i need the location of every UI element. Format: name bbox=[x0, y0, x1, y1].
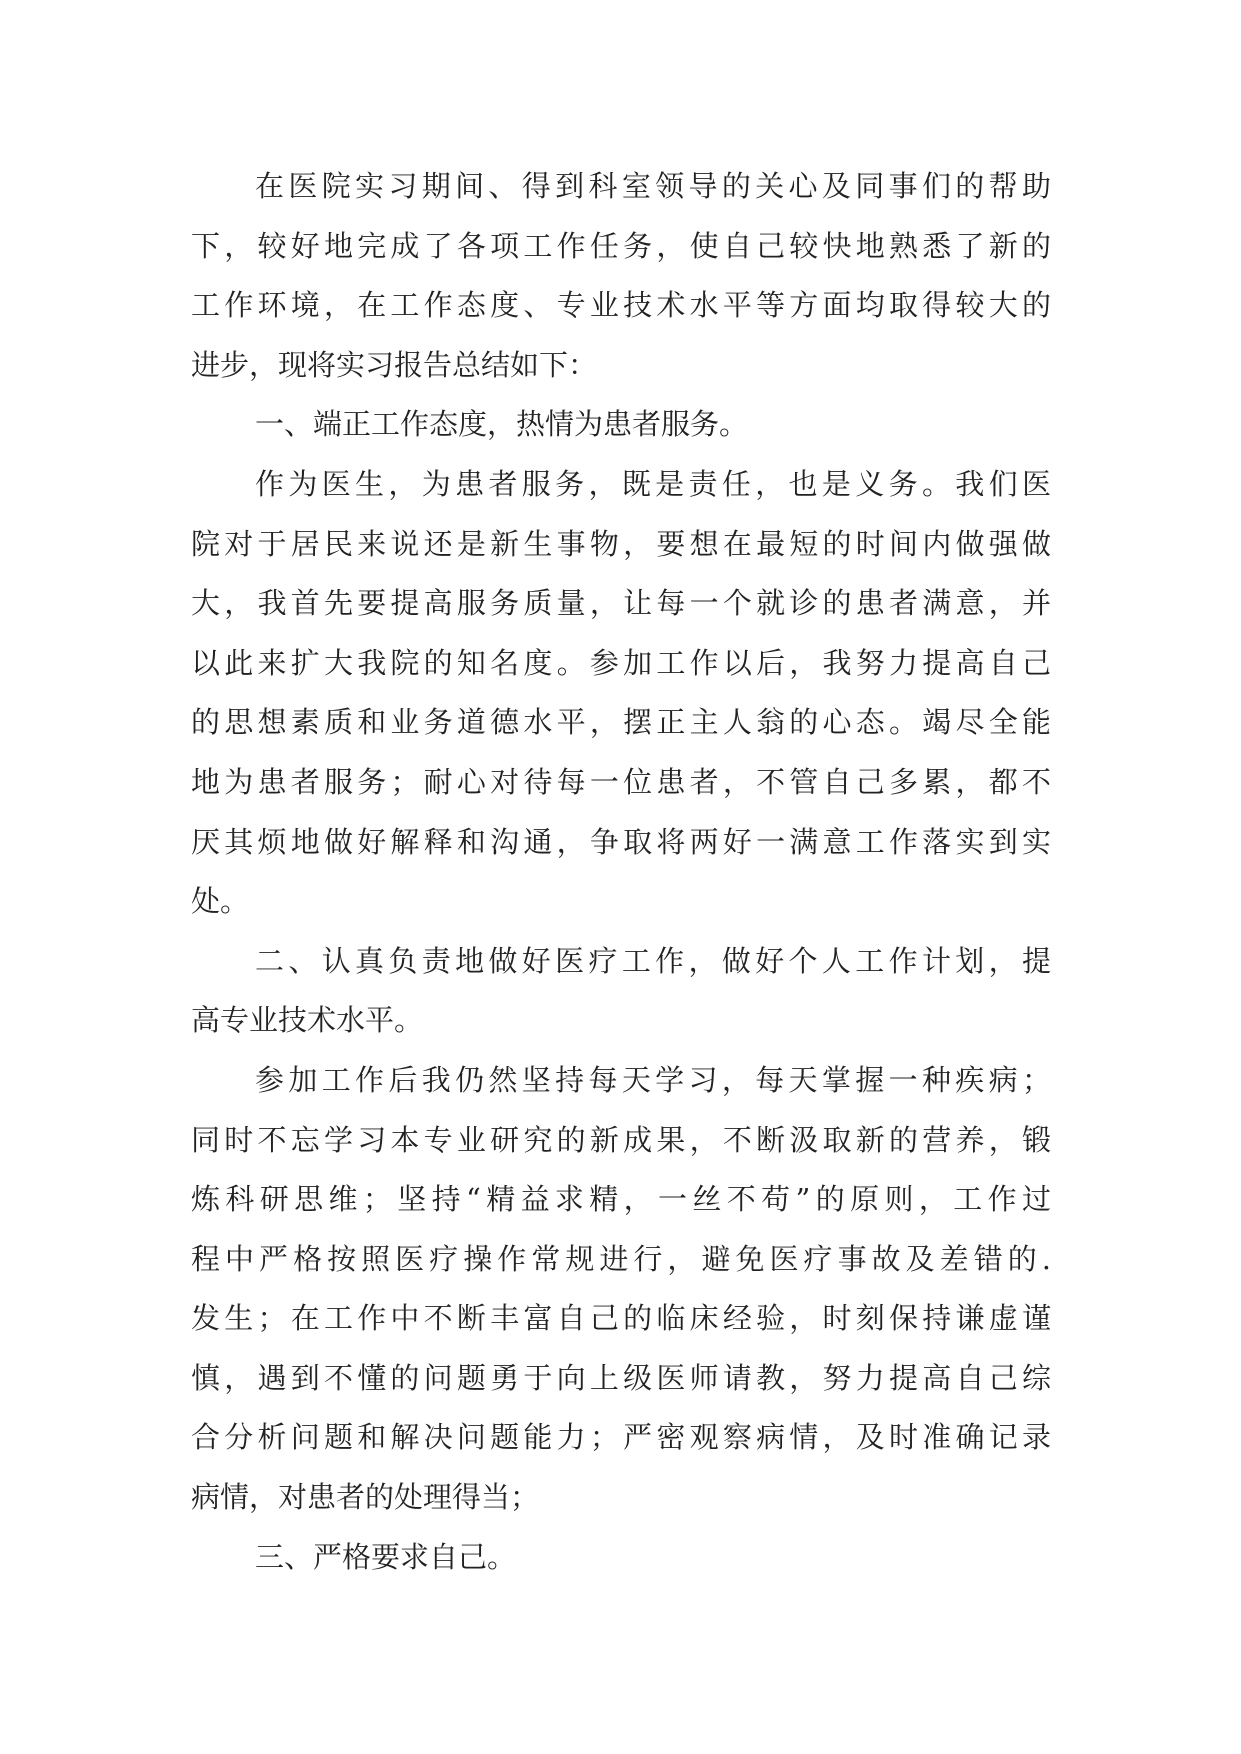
text-line: 大，我首先要提高服务质量，让每一个就诊的患者满意，并 bbox=[191, 586, 1051, 621]
section-heading: 二、认真负责地做好医疗工作，做好个人工作计划，提 bbox=[255, 943, 1051, 978]
section-heading: 三、严格要求自己。 bbox=[255, 1539, 517, 1574]
text-line: 进步，现将实习报告总结如下： bbox=[191, 347, 598, 382]
section-heading: 一、端正工作态度，热情为患者服务。 bbox=[255, 407, 749, 442]
text-line: 地为患者服务；耐心对待每一位患者，不管自己多累，都不 bbox=[191, 764, 1051, 799]
text-line: 院对于居民来说还是新生事物，要想在最短的时间内做强做 bbox=[191, 526, 1051, 561]
text-line: 工作环境，在工作态度、专业技术水平等方面均取得较大的 bbox=[191, 288, 1051, 323]
text-line: 处。 bbox=[191, 884, 250, 919]
text-line: 厌其烦地做好解释和沟通，争取将两好一满意工作落实到实 bbox=[191, 824, 1051, 859]
text-line: 下，较好地完成了各项工作任务，使自己较快地熟悉了新的 bbox=[191, 228, 1051, 263]
text-line: 在医院实习期间、得到科室领导的关心及同事们的帮助 bbox=[255, 169, 1051, 203]
section-heading: 高专业技术水平。 bbox=[191, 1003, 424, 1038]
text-line: 以此来扩大我院的知名度。参加工作以后，我努力提高自己 bbox=[191, 645, 1051, 680]
text-line: 发生；在工作中不断丰富自己的临床经验，时刻保持谦虚谨 bbox=[191, 1301, 1051, 1336]
text-line: 作为医生，为患者服务，既是责任，也是义务。我们医 bbox=[255, 466, 1051, 501]
text-line: 程中严格按照医疗操作常规进行，避免医疗事故及差错的. bbox=[191, 1241, 1051, 1276]
text-line: 参加工作后我仍然坚持每天学习，每天掌握一种疾病； bbox=[255, 1062, 1051, 1097]
text-line: 的思想素质和业务道德水平，摆正主人翁的心态。竭尽全能 bbox=[191, 705, 1051, 740]
text-line: 病情，对患者的处理得当； bbox=[191, 1480, 540, 1515]
document-body bbox=[191, 157, 1051, 1587]
text-line: 慎，遇到不懂的问题勇于向上级医师请教，努力提高自己综 bbox=[191, 1360, 1051, 1395]
text-line: 合分析问题和解决问题能力；严密观察病情，及时准确记录 bbox=[191, 1420, 1051, 1455]
text-line: 炼科研思维；坚持“精益求精，一丝不苟”的原则，工作过 bbox=[191, 1182, 1051, 1217]
text-line: 同时不忘学习本专业研究的新成果，不断汲取新的营养，锻 bbox=[191, 1122, 1051, 1157]
